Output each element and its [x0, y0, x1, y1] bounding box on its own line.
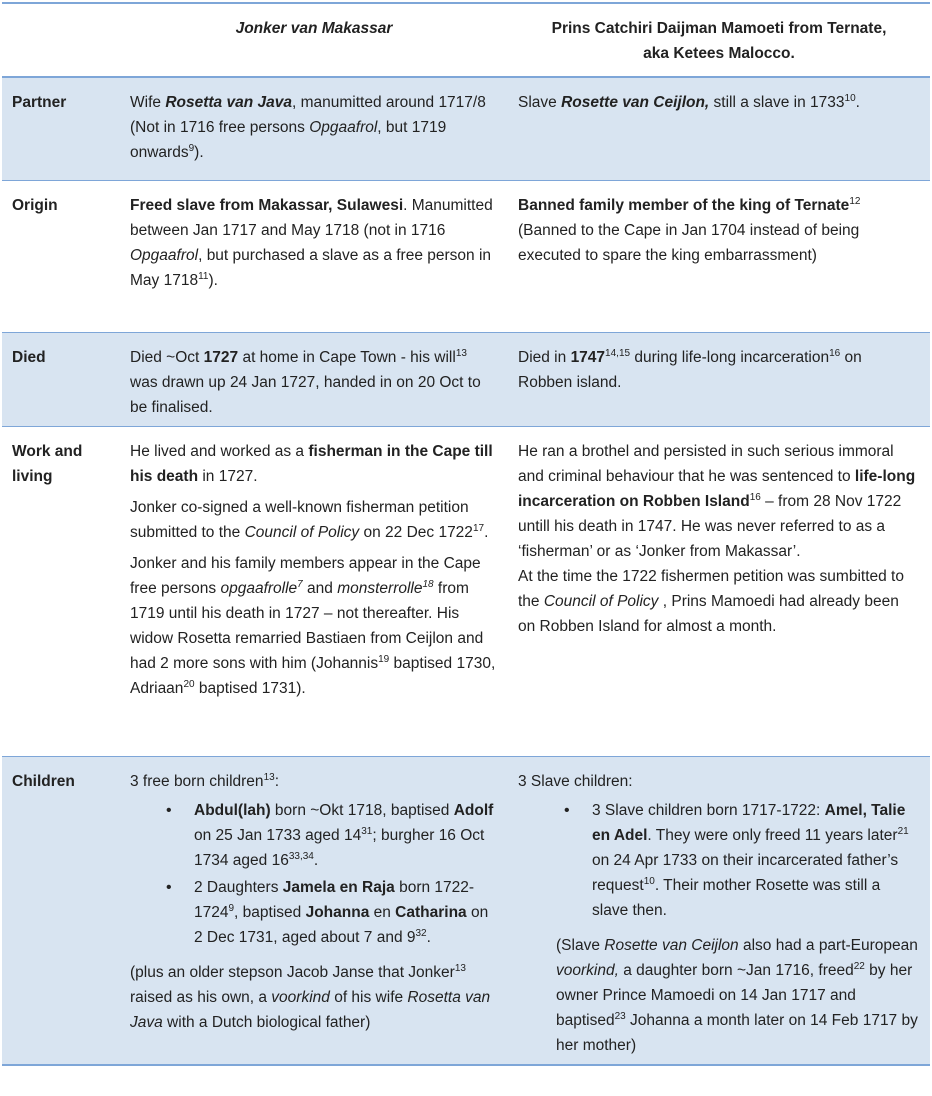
text-run: on 22 Dec 1722 [359, 523, 473, 541]
text-run: Abdul(lah) [194, 801, 271, 819]
text-run: . [855, 94, 860, 111]
origin-prins [508, 180, 930, 332]
text-run: in 1727. [198, 467, 258, 485]
text-run: a daughter born ~Jan 1716, freed [618, 961, 854, 979]
footnote-ref: 33,34 [288, 850, 314, 862]
text-run: also had a part-European [738, 936, 918, 954]
text-run: ). [208, 271, 218, 289]
work-jonker-p1 [130, 439, 498, 489]
footnote-ref: 13 [455, 347, 467, 359]
text-run: on Robben island. [518, 348, 862, 391]
children-prins-note [518, 933, 920, 1058]
list-item [130, 798, 498, 873]
footnote-ref: 23 [614, 1010, 626, 1022]
footnote-ref: 10 [643, 875, 655, 887]
text-run: . [426, 928, 431, 946]
text-run: ; burgher 16 Oct 1734 aged 16 [194, 826, 485, 869]
work-jonker-p2 [130, 495, 498, 545]
text-run: born ~Okt 1718, baptised [270, 801, 454, 819]
work-jonker [120, 426, 508, 756]
header-prins-line2: aka Ketees Malocco. [643, 45, 795, 62]
footnote-ref: 13 [263, 771, 275, 783]
label-children: Children [12, 772, 75, 790]
row-partner [2, 77, 930, 180]
children-prins-list [518, 798, 920, 923]
text-run: Died in [518, 348, 571, 366]
text-run: still a slave in 1733 [709, 94, 845, 111]
text-run: Johanna [305, 903, 370, 921]
comparison-table [2, 2, 930, 1066]
text-run: Rosetta van Java [130, 988, 491, 1031]
text-run: , but purchased a slave as a free person in May 1718 [130, 246, 492, 289]
label-died: Died [12, 348, 46, 366]
text-run: Jonker co-signed a well-known fisherman petition submitted to the [130, 498, 469, 541]
text-run: and [302, 579, 338, 597]
header-prins [508, 3, 930, 77]
text-run: Wife [130, 94, 166, 111]
text-run: Jamela en Raja [282, 878, 395, 896]
label-partner: Partner [12, 94, 67, 111]
text-run: at home in Cape Town - his will [238, 348, 456, 366]
text-run: . Manumitted between Jan 1717 and May 1718 (not in 1716 [130, 196, 493, 239]
text-run: opgaafrolle [220, 579, 298, 597]
text-run: 3 Slave children born 1717-1722: [592, 801, 825, 819]
footnote-ref: 9 [188, 142, 195, 154]
text-run: Council of Policy [543, 592, 659, 610]
text-run: At the time the 1722 fishermen petition was sumbitted to the [518, 567, 904, 610]
text-run: – from 28 Nov 1722 untill his death in 1747. He was never referred to as a ‘fisherman’ or as ‘Jonker from Makassar’. [518, 492, 902, 560]
text-run: raised as his own, a [130, 988, 272, 1006]
text-run: Slave [518, 94, 562, 111]
footnote-ref: 13 [454, 962, 466, 974]
text-run: He ran a brothel and persisted in such serious immoral and criminal behaviour that he was sentenced to [518, 442, 894, 485]
list-item [130, 875, 498, 950]
work-prins-p2 [518, 564, 920, 639]
label-origin: Origin [12, 196, 58, 214]
footnote-ref: 17 [472, 522, 485, 534]
text-run: He lived and worked as a [130, 442, 309, 460]
text-run: Adolf [453, 801, 494, 819]
children-prins-intro: 3 Slave children: [518, 772, 633, 790]
partner-prins [508, 77, 930, 180]
text-run: born 1722-1724 [194, 878, 475, 921]
text-run: life-long incarceration on Robben Island [518, 467, 916, 510]
died-jonker [120, 332, 508, 426]
footnote-ref: 20 [183, 678, 195, 690]
footnote-ref: 16 [749, 491, 761, 503]
text-run: by her owner Prince Mamoedi on 14 Jan 1717 and baptised [556, 961, 913, 1029]
footnote-ref: 10 [844, 92, 856, 104]
footnote-ref: 19 [378, 653, 390, 665]
text-run: of his wife [329, 988, 408, 1006]
text-run: on 2 Dec 1731, aged about 7 and 9 [194, 903, 489, 946]
footnote-ref: 11 [198, 270, 209, 282]
text-run: Catharina [395, 903, 467, 921]
footnote-ref: 32 [415, 927, 427, 939]
footnote-ref: 31 [361, 825, 373, 837]
text-run: . They were only freed 11 years later [647, 826, 898, 844]
text-run: 1727 [203, 348, 239, 366]
text-run: (Banned to the Cape in Jan 1704 instead of being executed to spare the king embarrassment) [518, 221, 860, 264]
text-run: voorkind, [556, 961, 619, 979]
row-children [2, 756, 930, 1065]
text-run: monsterrolle [337, 579, 423, 597]
footnote-ref: 22 [853, 960, 865, 972]
text-run: with a Dutch biological father) [162, 1013, 371, 1031]
children-jonker-note [130, 960, 498, 1035]
footnote-ref: 18 [422, 578, 434, 590]
footnote-ref: 7 [297, 578, 303, 590]
text-run: during life-long incarceration [630, 348, 830, 366]
text-run: , but 1719 onwards [130, 119, 447, 161]
footnote-ref: 9 [228, 902, 235, 914]
children-jonker-intro [130, 769, 498, 794]
text-run: on 24 Apr 1733 on their incarcerated father’s request [592, 851, 899, 894]
text-run: . [484, 523, 489, 541]
text-run: Banned family member of the king of Ternate [518, 196, 850, 214]
died-prins [508, 332, 930, 426]
text-run: Jonker and his family members appear in the Cape free persons [130, 554, 481, 597]
footnote-ref: 16 [829, 347, 841, 359]
text-run: Rosetta van Java [165, 94, 292, 111]
text-run: on 25 Jan 1733 aged 14 [194, 826, 362, 844]
footnote-ref: 14,15 [605, 347, 631, 359]
children-jonker [120, 756, 508, 1065]
text-run: , manumitted around 1717/8 (Not in 1716 free persons [130, 94, 486, 136]
work-prins-p1 [518, 439, 920, 564]
row-origin [2, 180, 930, 332]
text-run: baptised 1730, Adriaan [130, 654, 496, 697]
text-run: Freed slave from Makassar, Sulawesi [130, 196, 404, 214]
children-jonker-list [130, 798, 498, 950]
text-run: was drawn up 24 Jan 1727, handed in on 20 Oct to be finalised. [130, 373, 481, 416]
text-run: , Prins Mamoedi had already been on Robben Island for almost a month. [518, 592, 899, 635]
list-item [518, 798, 920, 923]
header-row [2, 3, 930, 77]
text-run: ). [194, 144, 204, 161]
header-empty [2, 3, 120, 77]
work-prins [508, 426, 930, 756]
text-run: 3 free born children [130, 772, 264, 790]
header-prins-line1: Prins Catchiri Daijman Mamoeti from Ternate, [551, 20, 887, 37]
text-run: Opgaafrol [130, 246, 199, 264]
label-work: Work and living [12, 442, 83, 485]
work-jonker-p3 [130, 551, 498, 701]
header-jonker [120, 3, 508, 77]
text-run: from 1719 until his death in 1727 – not thereafter. His widow Rosetta remarried Bastiaen from Ceijlon and had 2 more sons with him (Johannis [130, 579, 484, 672]
text-run: 1747 [570, 348, 606, 366]
origin-jonker [120, 180, 508, 332]
text-run: baptised 1731). [194, 679, 306, 697]
text-run: , baptised [234, 903, 306, 921]
text-run: (plus an older stepson Jacob Janse that Jonker [130, 963, 455, 981]
row-work [2, 426, 930, 756]
header-jonker-text: Jonker van Makassar [235, 20, 393, 37]
text-run: (Slave [556, 936, 605, 954]
text-run: Died ~Oct [130, 348, 204, 366]
text-run: Rosette van Ceijlon, [561, 94, 710, 111]
text-run: Rosette van Ceijlon [604, 936, 739, 954]
text-run: : [274, 772, 279, 790]
text-run: 2 Daughters [194, 878, 283, 896]
footnote-ref: 21 [897, 825, 909, 837]
text-run: Opgaafrol [309, 119, 378, 136]
text-run: Johanna a month later on 14 Feb 1717 by her mother) [556, 1011, 918, 1054]
text-run: en [369, 903, 396, 921]
text-run: Council of Policy [244, 523, 360, 541]
children-prins [508, 756, 930, 1065]
text-run: fisherman in the Cape till his death [130, 442, 493, 485]
text-run: voorkind [271, 988, 330, 1006]
row-died [2, 332, 930, 426]
footnote-ref: 12 [849, 195, 861, 207]
text-run: . Their mother Rosette was still a slave then. [592, 876, 881, 919]
text-run: Amel, Talie en Adel [592, 801, 906, 844]
text-run: . [313, 851, 319, 869]
partner-jonker [120, 77, 508, 180]
